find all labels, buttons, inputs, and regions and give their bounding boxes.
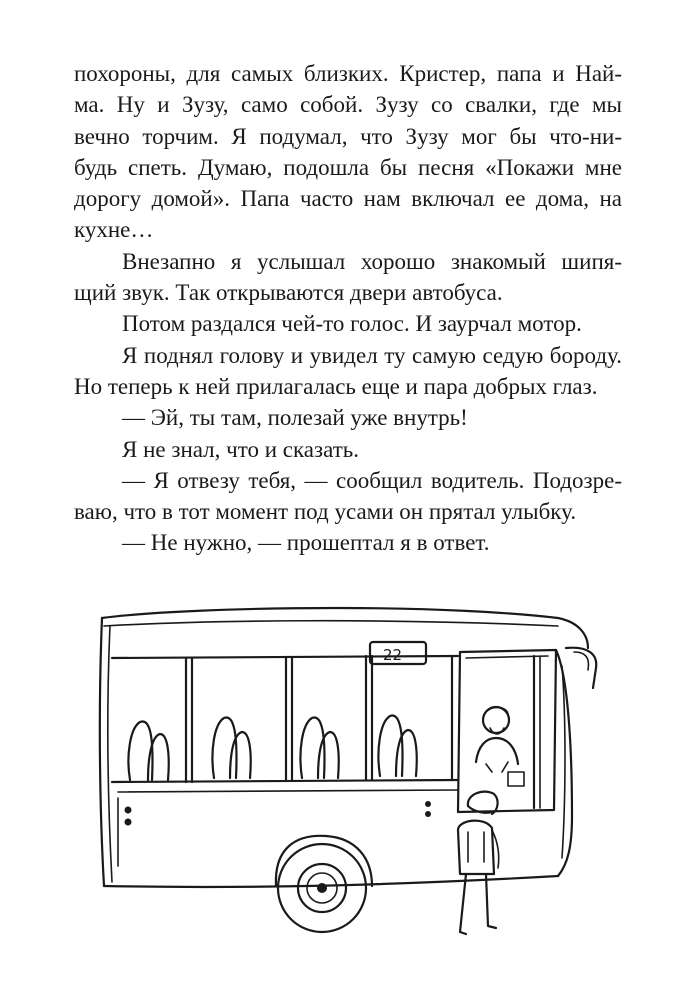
paragraph-2 xyxy=(74,246,622,309)
body-stripe xyxy=(118,790,458,792)
text-line: Я не знал, что и сказать. xyxy=(122,436,359,462)
text-line: Потом раздался чей-то голос. И заурчал мотор. xyxy=(122,311,582,337)
seat-group xyxy=(378,716,416,777)
paragraph-7 xyxy=(74,465,622,528)
body-rivet xyxy=(125,819,132,826)
boy-backpack xyxy=(458,821,494,874)
boy-leg-left xyxy=(460,874,466,934)
text-line: дорогу домой». Папа часто нам включал ее дома, на xyxy=(74,186,622,212)
seat-group xyxy=(212,718,250,779)
bus-door-frame xyxy=(458,650,556,812)
driver-shoulders xyxy=(476,738,518,764)
text-line: будь спеть. Думаю, подошла бы песня «Покажи мне xyxy=(74,154,622,180)
bus-roof xyxy=(102,608,588,648)
seat-group xyxy=(300,718,338,779)
body-rivet xyxy=(125,807,132,814)
bus-mirror-arm-inner xyxy=(574,652,588,670)
paragraph-6 xyxy=(74,434,622,465)
bus-illustration xyxy=(88,596,608,976)
text-line: — Эй, ты там, полезай уже внутрь! xyxy=(122,405,468,431)
seat xyxy=(318,732,339,778)
seat xyxy=(230,732,251,778)
paragraph-1 xyxy=(74,58,622,246)
text-block xyxy=(74,58,622,559)
bus-door-top xyxy=(466,656,548,658)
bus-roof-inner xyxy=(104,621,558,626)
bus-drawing xyxy=(88,596,608,976)
driver-figure xyxy=(476,707,524,786)
wheel-center xyxy=(317,883,327,893)
text-line: — Я отвезу тебя, — сообщил водитель. Подозре- xyxy=(122,467,622,493)
paragraph-5 xyxy=(74,402,622,433)
door-handle xyxy=(425,811,431,817)
paragraph-4 xyxy=(74,340,622,403)
text-line: вечно торчим. Я подумал, что Зузу мог бы что-ни- xyxy=(74,123,622,149)
bus-front-inner xyxy=(562,666,565,858)
seat-group xyxy=(128,721,168,780)
text-line: — Не нужно, — прошептал я в ответ. xyxy=(122,530,490,556)
text-line: Внезапно я услышал хорошо знакомый шипя- xyxy=(122,248,622,274)
text-line: кухне… xyxy=(74,217,154,243)
text-line: щий звук. Так открываются двери автобуса. xyxy=(74,280,503,306)
door-handle xyxy=(425,801,431,807)
bus-rear-edge xyxy=(100,618,104,886)
boy-figure xyxy=(458,792,499,934)
driver-arms xyxy=(486,762,508,772)
boy-leg-right xyxy=(486,874,496,928)
paragraph-3 xyxy=(74,308,622,339)
backpack-straps xyxy=(468,832,484,862)
paragraph-8 xyxy=(74,527,622,558)
seat xyxy=(396,730,417,776)
text-line: ма. Ну и Зузу, само собой. Зузу со свалки, где мы xyxy=(74,92,622,118)
ticket-machine xyxy=(508,772,524,786)
text-line: Я поднял голову и увидел ту самую седую бороду. xyxy=(122,342,622,368)
route-number: 22 xyxy=(383,646,403,664)
bus-bottom xyxy=(104,876,558,887)
bus-rear-edge-inner xyxy=(108,626,112,882)
text-line: Но теперь к ней прилагалась еще и пара добрых глаз. xyxy=(74,373,598,399)
text-line: похороны, для самых близких. Кристер, папа и Най- xyxy=(74,61,622,86)
text-line: ваю, что в тот момент под усами он прятал улыбку. xyxy=(74,499,577,525)
